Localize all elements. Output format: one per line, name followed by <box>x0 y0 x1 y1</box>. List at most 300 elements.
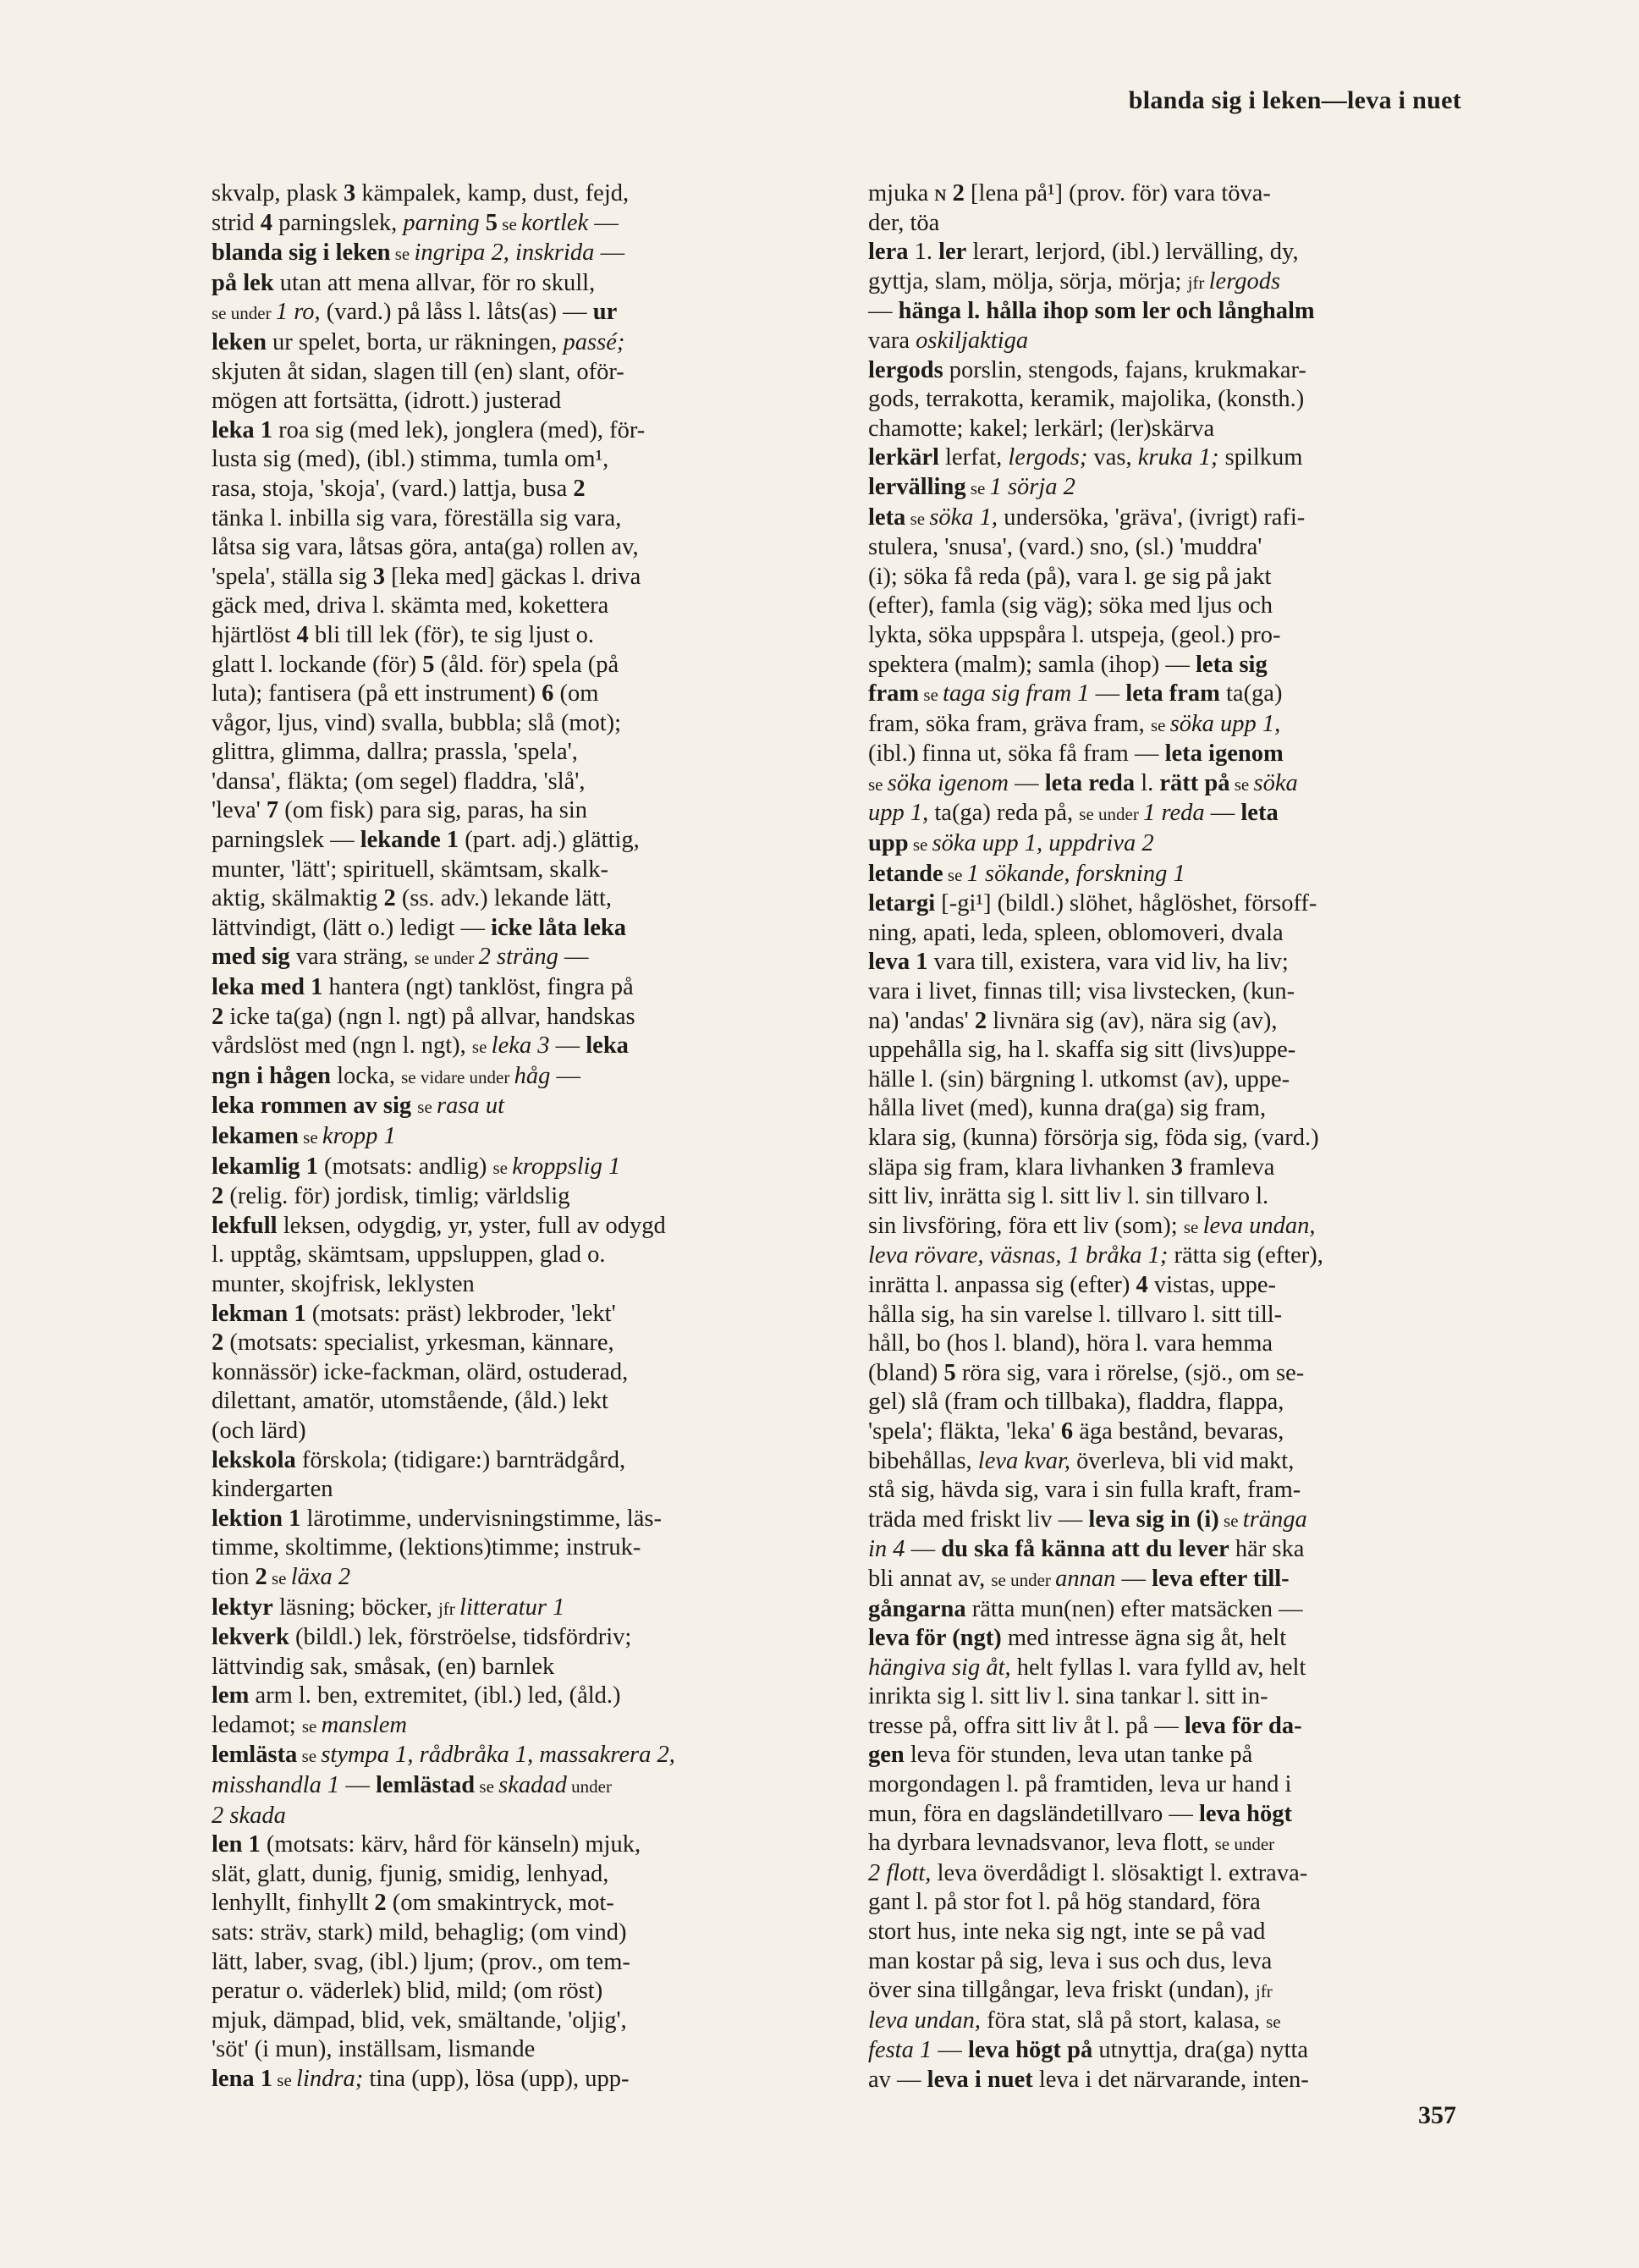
text-line <box>868 1153 1477 1183</box>
text-line <box>212 1446 821 1476</box>
text-line <box>868 1301 1477 1330</box>
text-line <box>212 416 821 446</box>
text-line <box>212 2035 821 2065</box>
definition-text: 'leva' <box>212 797 267 824</box>
definition-text: glittra, glimma, dallra; prassla, 'spela', <box>212 739 578 766</box>
definition-text: na) 'andas' <box>868 1007 975 1034</box>
headword: fram <box>868 680 920 707</box>
definition-text: (efter), famla (sig väg); söka med ljus och <box>868 592 1273 619</box>
definition-text: — <box>1089 680 1126 707</box>
cross-reference: hängiva sig åt, <box>868 1654 1011 1681</box>
text-line <box>868 1007 1477 1037</box>
cross-reference: misshandla 1 <box>212 1772 340 1799</box>
text-line <box>868 504 1477 534</box>
definition-text: bli till lek (för), te sig ljust o. <box>308 621 594 648</box>
definition-text: mun, föra en dagsländetillvaro — <box>868 1800 1199 1827</box>
text-line <box>868 1271 1477 1301</box>
definition-text <box>242 1831 248 1858</box>
definition-text <box>283 1506 289 1532</box>
definition-text: se <box>905 508 930 529</box>
text-line <box>212 1889 821 1918</box>
definition-text: se <box>475 1776 499 1797</box>
left-column <box>212 179 821 2095</box>
definition-text: här ska <box>1229 1536 1305 1563</box>
definition-text: spektera (malm); samla (ihop) — <box>868 651 1196 678</box>
headword: lektyr <box>212 1594 273 1621</box>
definition-text <box>441 827 447 853</box>
definition-text: parningslek, <box>272 209 404 236</box>
text-line <box>212 796 821 826</box>
headword: ler <box>938 239 967 266</box>
text-line <box>868 1682 1477 1712</box>
definition-text: dilettant, amatör, utomstående, (åld.) lekt <box>212 1388 608 1415</box>
text-line <box>212 680 821 709</box>
text-line <box>868 799 1477 829</box>
headword: lekfull <box>212 1212 278 1239</box>
definition-text: — <box>1204 800 1241 827</box>
definition-text: lusta sig (med), (ibl.) stimma, tumla om¹, <box>212 446 609 473</box>
definition-text: ta(ga) <box>1219 680 1283 707</box>
definition-text: — <box>558 944 589 971</box>
definition-text: under <box>566 1776 612 1797</box>
text-line <box>868 1918 1477 1947</box>
cross-reference: litteratur 1 <box>459 1594 565 1621</box>
definition-text: (om smakintryck, mot- <box>386 1890 614 1917</box>
definition-text: leva överdådigt l. slösaktigt l. extrava- <box>931 1859 1308 1886</box>
text-line <box>868 1476 1477 1506</box>
text-line <box>212 651 821 680</box>
definition-text: vara till, existera, vara vid liv, ha liv; <box>927 949 1289 976</box>
headword: gen <box>868 1742 905 1769</box>
text-line <box>212 2007 821 2036</box>
cross-reference: söka 1, <box>929 504 998 531</box>
definition-text: livnära sig (av), nära sig (av), <box>987 1007 1278 1034</box>
headword: 1 <box>260 416 273 443</box>
definition-text: 'dansa', fläkta; (om segel) fladdra, 'slå', <box>212 768 586 795</box>
definition-text: se <box>943 864 967 885</box>
definition-text: gyttja, slam, mölja, sörja, mörja; <box>868 267 1188 295</box>
headword: len <box>212 1831 243 1858</box>
definition-text: förskola; (tidigare:) barnträdgård, <box>295 1446 626 1473</box>
headword: leta reda <box>1044 769 1136 796</box>
text-line <box>868 443 1477 473</box>
text-line <box>212 1032 821 1062</box>
definition-text: se <box>965 477 990 498</box>
text-line <box>868 769 1477 800</box>
definition-text: — <box>868 298 899 325</box>
headword: icke låta leka <box>491 914 626 941</box>
definition-text: äga bestånd, bevaras, <box>1073 1418 1284 1445</box>
text-line <box>212 1682 821 1711</box>
headword: lemlästad <box>375 1772 476 1799</box>
cross-reference: söka upp 1, uppdriva 2 <box>932 830 1154 857</box>
text-line <box>868 1712 1477 1742</box>
text-line <box>212 1092 821 1122</box>
definition-text: (ss. adv.) lekande lätt, <box>395 885 613 912</box>
text-line <box>868 621 1477 651</box>
text-line <box>212 826 821 856</box>
definition-text: hjärtlöst <box>212 621 297 648</box>
definition-text: munter, 'lätt'; spirituell, skämtsam, skalk- <box>212 856 609 883</box>
cross-reference: kroppslig 1 <box>512 1153 621 1180</box>
definition-text: hantera (ngt) tanklöst, fingra på <box>322 974 634 1001</box>
definition-text: gäck med, driva l. skämta med, kokettera <box>212 592 609 619</box>
definition-text: — <box>1009 769 1045 796</box>
definition-text: utnyttja, dra(ga) nytta <box>1092 2037 1309 2064</box>
text-line <box>212 328 821 358</box>
headword: leta igenom <box>1164 740 1284 768</box>
text-line <box>212 1417 821 1446</box>
definition-text: sin livsföring, föra ett liv (som); <box>868 1212 1184 1239</box>
text-line <box>212 1741 821 1771</box>
definition-text: se <box>272 2070 297 2090</box>
definition-text: kämpalek, kamp, dust, fejd, <box>355 180 630 206</box>
headword: leva <box>868 949 910 976</box>
cross-reference: in 4 <box>868 1536 905 1563</box>
text-line <box>868 1976 1477 2007</box>
cross-reference: annan <box>1055 1565 1116 1592</box>
text-line <box>212 1563 821 1594</box>
text-line <box>868 680 1477 710</box>
cross-reference: upp 1, <box>868 800 929 827</box>
definition-text: (åld. för) spela (på <box>434 651 619 678</box>
text-line <box>868 829 1477 860</box>
headword: hänga l. hålla ihop som ler och långhalm <box>898 298 1315 325</box>
headword: upp <box>868 830 909 857</box>
text-line <box>212 856 821 885</box>
headword: 4 <box>260 209 273 236</box>
definition-text: spilkum <box>1218 444 1303 471</box>
definition-text: mjuk, dämpad, blid, vek, smältande, 'oljig', <box>212 2007 627 2034</box>
definition-text: vistas, uppe- <box>1147 1271 1276 1298</box>
definition-text: (ibl.) finna ut, söka få fram — <box>868 740 1165 768</box>
text-line <box>868 356 1477 386</box>
definition-text: vas, <box>1087 444 1138 471</box>
text-line <box>212 1122 821 1153</box>
text-line <box>212 1358 821 1388</box>
text-line <box>212 298 821 328</box>
text-line <box>868 1241 1477 1271</box>
cross-reference: söka upp 1, <box>1169 710 1281 737</box>
definition-text: se <box>1266 2011 1281 2032</box>
text-line <box>868 1212 1477 1242</box>
definition-text: ha dyrbara levnadsvanor, leva flott, <box>868 1830 1215 1857</box>
definition-text: sats: sträv, stark) mild, behaglig; (om vind) <box>212 1919 627 1946</box>
definition-text: — <box>549 1032 586 1060</box>
cross-reference: ingripa 2, inskrida <box>414 239 595 267</box>
definition-text: jfr <box>1187 272 1209 293</box>
definition-text <box>255 417 261 443</box>
definition-text: aktig, skälmaktig <box>212 885 384 912</box>
definition-text: vara i livet, finnas till; visa livstecken, (kun- <box>868 978 1295 1005</box>
definition-text: — <box>339 1772 376 1799</box>
text-line <box>212 1300 821 1329</box>
headword: du ska få känna att du lever <box>941 1536 1229 1563</box>
definition-text: — <box>1115 1565 1152 1592</box>
definition-text: 'söt' (i mun), inställsam, lismande <box>212 2036 536 2063</box>
text-line <box>212 738 821 768</box>
definition-text: se <box>267 1567 291 1588</box>
text-line <box>212 1153 821 1183</box>
running-head: blanda sig i leken—leva i nuet <box>1128 86 1461 114</box>
definition-text: gant l. på stor fot l. på hög standard, föra <box>868 1889 1261 1916</box>
definition-text: lättvindigt, (lätt o.) ledigt — <box>212 914 492 941</box>
text-line <box>868 1447 1477 1477</box>
text-line <box>868 1094 1477 1124</box>
definition-text: (vard.) på låss l. låts(as) — <box>320 299 593 326</box>
definition-text: — <box>588 209 619 236</box>
headword: 4 <box>296 621 309 648</box>
headword: lekverk <box>212 1624 289 1651</box>
definition-text: leksen, odygdig, yr, yster, full av odygd <box>277 1212 666 1239</box>
cross-reference: leva undan, <box>1202 1212 1316 1239</box>
text-line <box>212 563 821 592</box>
headword: leva i nuet <box>927 2067 1033 2093</box>
headword: leta <box>1240 800 1279 827</box>
definition-text: porslin, stengods, fajans, krukmakar- <box>943 356 1306 383</box>
definition-text: tina (upp), lösa (upp), upp- <box>363 2066 630 2092</box>
text-line <box>212 1711 821 1742</box>
text-line <box>212 1623 821 1653</box>
headword: 1 <box>294 1300 306 1327</box>
text-line <box>212 179 821 209</box>
definition-text: 'spela'; fläkta, 'leka' <box>868 1418 1061 1445</box>
headword: leta sig <box>1196 651 1268 678</box>
text-line <box>212 1830 821 1860</box>
headword: 5 <box>485 209 498 236</box>
definition-text: morgondagen l. på framtiden, leva ur hand i <box>868 1771 1292 1798</box>
definition-text <box>300 1153 306 1180</box>
cross-reference: festa 1 <box>868 2037 932 2064</box>
text-line <box>868 1654 1477 1683</box>
text-line <box>868 533 1477 563</box>
definition-text: uppehålla sig, ha l. skaffa sig sitt (livs)uppe- <box>868 1037 1296 1064</box>
definition-text: slät, glatt, dunig, fjunig, smidig, lenhyad, <box>212 1860 609 1887</box>
headword: 2 <box>255 1563 267 1590</box>
right-column <box>868 179 1477 2095</box>
definition-text: bibehållas, <box>868 1447 978 1474</box>
cross-reference: leva kvar, <box>977 1447 1070 1474</box>
definition-text: vågor, ljus, vind) svalla, bubbla; slå (mot); <box>212 709 622 736</box>
cross-reference: 2 skada <box>212 1802 286 1829</box>
headword: 1 <box>305 1153 318 1180</box>
headword: lervälling <box>868 473 966 500</box>
definition-text: locka, <box>330 1062 402 1089</box>
headword: lekamlig <box>212 1153 300 1180</box>
headword: leva för (ngt) <box>868 1625 1002 1652</box>
definition-text: undersöka, 'gräva', (ivrigt) rafi- <box>998 504 1306 531</box>
definition-text: lätt, laber, svag, (ibl.) ljum; (prov., om tem- <box>212 1948 630 1975</box>
text-line <box>212 1062 821 1093</box>
text-line <box>868 948 1477 977</box>
definition-text: (om fisk) para sig, paras, ha sin <box>278 797 587 824</box>
definition-text: der, töa <box>868 209 940 236</box>
text-line <box>868 473 1477 504</box>
definition-text: leva i det närvarande, inten- <box>1032 2067 1309 2093</box>
headword: lerkärl <box>868 444 939 471</box>
definition-text: roa sig (med lek), jonglera (med), för- <box>272 416 646 443</box>
text-line <box>212 1241 821 1270</box>
definition-text: leva för stunden, leva utan tanke på <box>904 1742 1253 1769</box>
text-line <box>868 889 1477 919</box>
headword: leva högt på <box>967 2037 1093 2064</box>
headword: 3 <box>343 180 356 206</box>
definition-text: l. <box>1135 769 1160 796</box>
text-line <box>868 1947 1477 1977</box>
text-line <box>868 563 1477 592</box>
definition-text: vara sträng, <box>289 944 415 971</box>
text-line <box>868 1182 1477 1212</box>
cross-reference: passé; <box>563 328 625 355</box>
definition-text: ur spelet, borta, ur räkningen, <box>266 328 564 355</box>
text-line <box>868 592 1477 621</box>
text-line <box>868 1329 1477 1359</box>
definition-text: se <box>868 773 888 795</box>
definition-text: hålla sig, ha sin varelse l. tillvaro l. sitt till- <box>868 1301 1283 1328</box>
definition-text: vårdslöst med (ngn l. ngt), <box>212 1032 472 1060</box>
definition-text: strid <box>212 209 261 236</box>
text-line <box>868 327 1477 356</box>
headword: leva för da- <box>1184 1712 1302 1739</box>
definition-text: tion <box>212 1563 256 1590</box>
definition-text: — <box>594 239 625 267</box>
headword: 3 <box>372 563 385 590</box>
text-line <box>212 209 821 239</box>
text-line <box>212 1594 821 1624</box>
text-line <box>868 860 1477 890</box>
text-line <box>212 533 821 563</box>
definition-text: gods, terrakotta, keramik, majolika, (konsth.) <box>868 386 1305 413</box>
cross-reference: taga sig fram 1 <box>943 680 1090 707</box>
headword: ngn i hågen <box>212 1062 331 1089</box>
text-line <box>868 1624 1477 1654</box>
definition-text: se under <box>1079 804 1144 825</box>
cross-reference: lindra; <box>296 2066 364 2092</box>
headword: 2 <box>374 1890 387 1917</box>
cross-reference: 2 flott, <box>868 1859 932 1886</box>
cross-reference: 1 sörja 2 <box>989 473 1075 500</box>
headword: ur <box>592 299 618 326</box>
definition-text: se <box>298 1127 322 1148</box>
definition-text: man kostar på sig, leva i sus och dus, leva <box>868 1947 1273 1974</box>
definition-text: se <box>1218 1510 1243 1531</box>
definition-text: 'spela', ställa sig <box>212 563 373 590</box>
cross-reference: läxa 2 <box>290 1563 351 1590</box>
text-line <box>212 475 821 504</box>
text-line <box>212 358 821 388</box>
headword: leken <box>212 328 267 355</box>
definition-text: lerart, lerjord, (ibl.) lervälling, dy, <box>966 239 1299 266</box>
headword: lekamen <box>212 1123 299 1149</box>
text-line <box>868 179 1477 209</box>
headword: 5 <box>943 1359 956 1386</box>
definition-text: ning, apati, leda, spleen, oblomoveri, dvala <box>868 919 1284 946</box>
cross-reference: 2 sträng <box>478 944 558 971</box>
cross-reference: 1 reda <box>1143 800 1205 827</box>
headword: letargi <box>868 890 936 917</box>
text-line <box>868 1741 1477 1770</box>
text-line <box>868 1829 1477 1859</box>
text-line <box>868 1800 1477 1830</box>
definition-text <box>480 210 486 236</box>
definition-text: (i); söka få reda (på), vara l. ge sig på jakt <box>868 563 1272 590</box>
headword: lena <box>212 2066 255 2092</box>
cross-reference: kropp 1 <box>322 1123 396 1149</box>
definition-text: mögen att fortsätta, (idrott.) justerad <box>212 388 562 415</box>
definition-text: tresse på, offra sitt liv åt l. på — <box>868 1712 1185 1739</box>
headword: lektion <box>212 1505 283 1532</box>
cross-reference: kruka 1; <box>1137 444 1219 471</box>
text-line <box>212 914 821 944</box>
cross-reference: håg <box>514 1062 551 1089</box>
text-line <box>212 1653 821 1682</box>
text-line <box>212 1771 821 1802</box>
definition-text: — <box>550 1062 580 1089</box>
headword: 6 <box>542 680 554 707</box>
cross-reference: leva rövare, väsnas, 1 bråka 1; <box>868 1242 1169 1269</box>
definition-text <box>255 2066 261 2092</box>
text-line <box>212 1270 821 1300</box>
text-line <box>868 415 1477 444</box>
text-line <box>868 1359 1477 1389</box>
text-line <box>868 1770 1477 1800</box>
definition-text: lenhyllt, finhyllt <box>212 1890 375 1917</box>
cross-reference: lergods <box>1208 267 1281 295</box>
text-line <box>868 1888 1477 1918</box>
definition-text: klara sig, (kunna) försörja sig, föda sig, (vard.) <box>868 1125 1319 1151</box>
text-line <box>212 973 821 1003</box>
definition-text: (bland) <box>868 1359 944 1386</box>
headword: 2 <box>573 475 586 502</box>
headword: blanda sig i leken <box>212 239 391 267</box>
text-line <box>868 1124 1477 1153</box>
headword: 3 <box>1170 1153 1183 1181</box>
headword: med sig <box>212 944 290 971</box>
definition-text: (motsats: specialist, yrkesman, kännare, <box>223 1329 614 1357</box>
text-line <box>212 1387 821 1417</box>
headword: leka <box>586 1032 629 1060</box>
definition-text: utan att mena allvar, för ro skull, <box>273 269 596 296</box>
text-line <box>212 504 821 534</box>
definition-text: se <box>301 1715 322 1737</box>
definition-text: timme, skoltimme, (lektions)timme; instruk- <box>212 1534 641 1561</box>
text-line <box>212 1533 821 1563</box>
cross-reference: lergods; <box>1008 444 1088 471</box>
definition-text: se <box>417 1097 437 1118</box>
text-line <box>868 267 1477 298</box>
headword: leka rommen av sig <box>212 1093 412 1120</box>
definition-text: — <box>932 2037 968 2064</box>
definition-text: läsning; böcker, <box>272 1594 438 1621</box>
definition-text: släpa sig fram, klara livhanken <box>868 1153 1171 1181</box>
text-line <box>212 1182 821 1212</box>
cross-reference: skadad <box>498 1772 567 1799</box>
text-line <box>212 269 821 299</box>
text-line <box>212 1003 821 1032</box>
headword: lemlästa <box>212 1742 298 1769</box>
cross-reference: rasa ut <box>437 1093 505 1120</box>
headword: leva efter till- <box>1152 1565 1290 1592</box>
definition-text: stulera, 'snusa', (vard.) sno, (sl.) 'muddra' <box>868 534 1262 561</box>
definition-text: hålla livet (med), kunna dra(ga) sig fram, <box>868 1095 1267 1122</box>
cross-reference: 1 ro, <box>275 299 321 326</box>
definition-text: jfr <box>437 1598 460 1619</box>
definition-text: hälle l. (sin) bärgning l. utkomst (av), uppe- <box>868 1065 1290 1093</box>
definition-text: röra sig, vara i rörelse, (sjö., om se- <box>955 1359 1305 1386</box>
headword: 1 <box>916 949 928 976</box>
definition-text: över sina tillgångar, leva friskt (undan), <box>868 1977 1256 2004</box>
headword: 1 <box>289 1505 301 1532</box>
